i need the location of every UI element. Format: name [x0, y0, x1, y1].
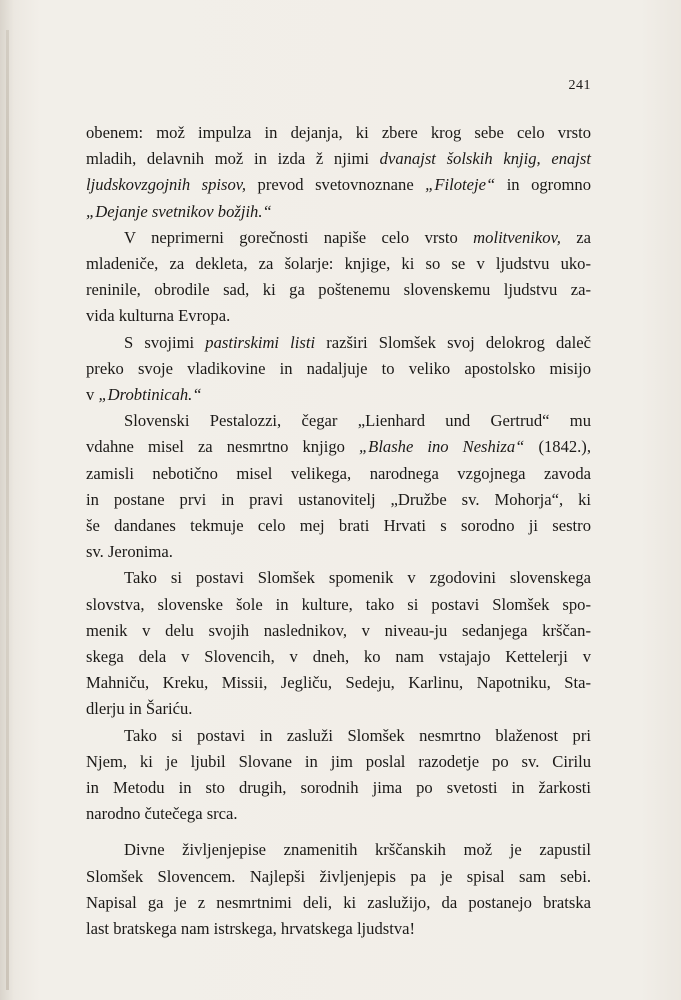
text-line: Slomšek Slovencem. Najlepši življenjepis pa je spisal sam sebi. — [86, 866, 591, 886]
text-line: ljudskovzgojnih spisov, prevod svetovnoznane „Filoteje“ in ogromno — [86, 175, 591, 195]
text-line: v „Drobtinicah.“ — [86, 385, 202, 405]
text-line: obenem: mož impulza in dejanja, ki zbere krog sebe celo vrsto — [86, 123, 591, 142]
text-line: S svojimi pastirskimi listi razširi Slomšek svoj delokrog daleč — [124, 332, 591, 352]
text-line: „Dejanje svetnikov božjih.“ — [86, 201, 272, 221]
text-line: Napisal ga je z nesmrtnimi deli, ki zaslužijo, da postanejo bratska — [86, 892, 591, 912]
text-line: Tako si postavi in zasluži Slomšek nesmrtno blaženost pri — [124, 725, 591, 745]
text-line: še dandanes tekmuje celo mej brati Hrvati s sorodno ji sestro — [86, 516, 591, 536]
text-line: reninile, obrodile sad, ki ga poštenemu slovenskemu ljudstvu za- — [86, 280, 591, 300]
body-text — [86, 120, 591, 942]
text-line: vdahne misel za nesmrtno knjigo „Blashe ino Neshiza“ (1842.), — [86, 437, 591, 457]
text-line: Mahniču, Kreku, Missii, Jegliču, Sedeju, Karlinu, Napotniku, Sta- — [86, 673, 591, 693]
text-line: last bratskega nam istrskega, hrvatskega ljudstva! — [86, 919, 416, 939]
text-line: menik v delu svojih naslednikov, v niveau-ju sedanjega krščan- — [86, 620, 591, 640]
page-binding-edge — [6, 30, 9, 990]
text-line: preko svoje vladikovine in nadaljuje to veliko apostolsko misijo — [86, 358, 591, 378]
text-line: vida kulturna Evropa. — [86, 306, 231, 326]
text-line: narodno čutečega srca. — [86, 804, 238, 824]
text-line: skega dela v Slovencih, v dneh, ko nam vstajajo Kettelerji v — [86, 647, 591, 667]
text-line: in postane prvi in pravi ustanovitelj „Družbe sv. Mohorja“, ki — [86, 489, 591, 509]
text-line: Divne življenjepise znamenitih krščanskih mož je zapustil — [124, 840, 591, 860]
text-line: V neprimerni gorečnosti napiše celo vrsto molitvenikov, za — [124, 227, 591, 247]
text-line: dlerju in Šariću. — [86, 699, 193, 719]
text-line: slovstva, slovenske šole in kulture, tako si postavi Slomšek spo- — [86, 594, 591, 614]
text-line: Tako si postavi Slomšek spomenik v zgodovini slovenskega — [124, 568, 591, 588]
text-line: mladeniče, za dekleta, za šolarje: knjige, ki so se v ljudstvu uko- — [86, 254, 591, 274]
text-line: in Metodu in sto drugih, sorodnih jima po svetosti in žarkosti — [86, 778, 591, 798]
text-line: sv. Jeronima. — [86, 542, 173, 562]
text-line: Slovenski Pestalozzi, čegar „Lienhard und Gertrud“ mu — [124, 411, 591, 431]
text-line: zamisli nebotično misel velikega, narodnega vzgojnega zavoda — [86, 463, 591, 483]
page-number: 241 — [568, 78, 591, 93]
text-line: mladih, delavnih mož in izda ž njimi dvanajst šolskih knjig, enajst — [86, 149, 591, 169]
text-line: Njem, ki je ljubil Slovane in jim poslal razodetje po sv. Cirilu — [86, 751, 591, 771]
